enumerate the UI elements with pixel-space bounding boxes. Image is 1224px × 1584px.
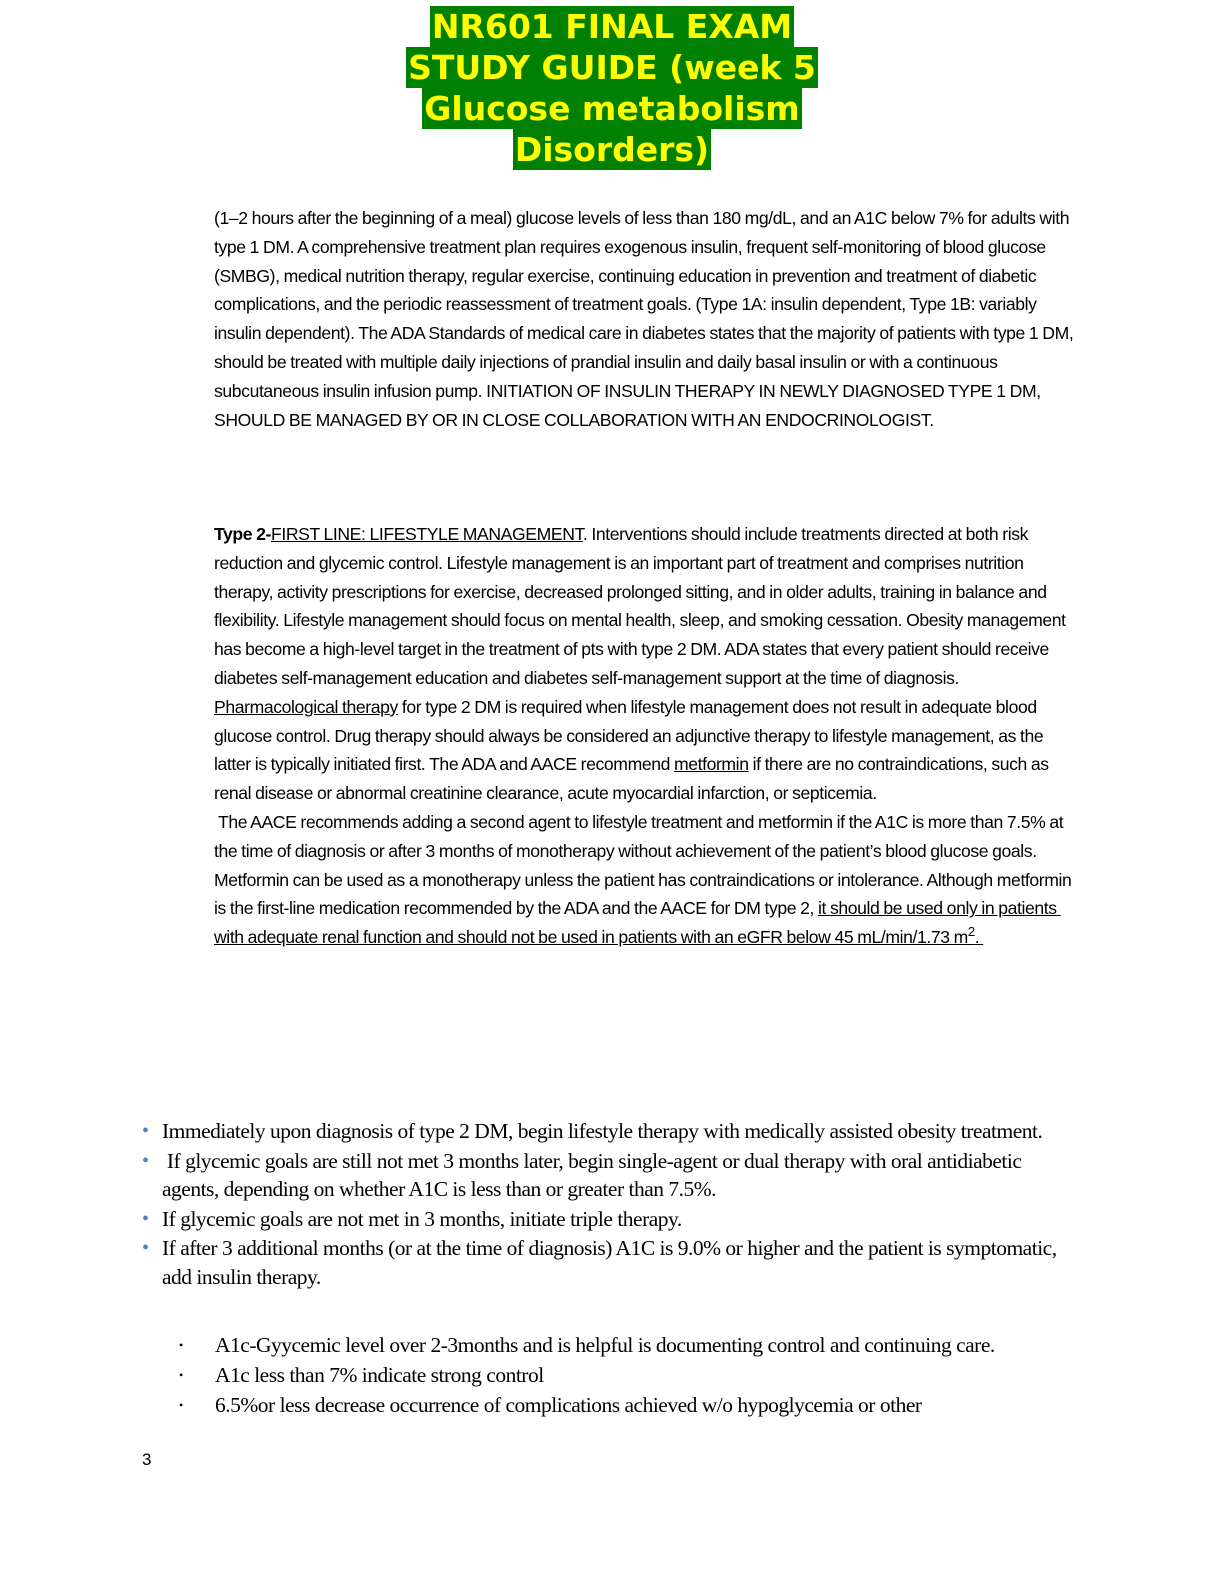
list-item-text: If glycemic goals are still not met 3 months later, begin single-agent or dual therapy with oral antidiabetic agents, depending on whether A1C is less than or greater than 7.5%.	[162, 1148, 1027, 1201]
bullet-dot-icon: •	[142, 1207, 149, 1230]
title-line-4: Disorders)	[514, 130, 710, 169]
list-item-text: A1c less than 7% indicate strong control	[215, 1363, 544, 1387]
type2-lifestyle-paragraph	[214, 520, 1074, 693]
list-item-text: A1c-Gyycemic level over 2-3months and is helpful is documenting control and continuing care.	[215, 1333, 995, 1357]
type2-label: Type 2-	[214, 524, 271, 544]
document-title	[0, 6, 1224, 170]
bullet-dot-icon: •	[179, 1368, 183, 1382]
title-line-1: NR601 FINAL EXAM	[431, 7, 793, 46]
title-line-2: STUDY GUIDE (week 5	[408, 48, 816, 87]
bullet-dot-icon: •	[142, 1149, 149, 1172]
bullet-dot-icon: •	[179, 1398, 183, 1412]
pharm-heading: Pharmacological therapy	[214, 696, 398, 717]
page-number: 3	[142, 1450, 152, 1469]
stepwise-therapy-list	[140, 1117, 1070, 1292]
bullet-dot-icon: •	[142, 1237, 149, 1259]
aace-recommendation-paragraph	[214, 808, 1074, 952]
list-item	[140, 1234, 1070, 1291]
superscript-2: 2	[967, 924, 975, 940]
egfr-warning-end: .	[974, 927, 984, 948]
list-item	[170, 1334, 1070, 1357]
list-item	[170, 1394, 1070, 1417]
type2-intro-text: . Interventions should include treatments directed at both risk reduction and glycemic control. Lifestyle management is an important part of treatment and comprises nutrition therapy, activity prescriptions for exercise, decreased prolonged sitting, and in older adults, training in balance and flexibility. Lifestyle management should focus on mental health, sleep, and smoking cessation. Obesity management has become a high-level target in the treatment of pts with type 2 DM. ADA states that every patient should receive diabetes self-management education and diabetes self-management support at the time of diagnosis.	[214, 524, 1066, 688]
list-item-text: If glycemic goals are not met in 3 months, initiate triple therapy.	[162, 1206, 682, 1231]
pharmacological-therapy-paragraph	[214, 693, 1074, 808]
bullet-dot-icon: •	[142, 1120, 149, 1142]
list-item	[140, 1147, 1070, 1204]
type1-treatment-paragraph: (1–2 hours after the beginning of a meal) glucose levels of less than 180 mg/dL, and an A1C below 7% for adults with type 1 DM. A comprehensive treatment plan requires exogenous insulin, frequent self-monitoring of blood glucose (SMBG), medical nutrition therapy, regular exercise, continuing education in prevention and treatment of diabetic complications, and the periodic reassessment of treatment goals. (Type 1A: insulin dependent, Type 1B: variably insulin dependent). The ADA Standards of medical care in diabetes states that the majority of patients with type 1 DM, should be treated with multiple daily injections of prandial insulin and daily basal insulin or with a continuous subcutaneous insulin infusion pump. INITIATION OF INSULIN THERAPY IN NEWLY DIAGNOSED TYPE 1 DM, SHOULD BE MANAGED BY OR IN CLOSE COLLABORATION WITH AN ENDOCRINOLOGIST.	[214, 208, 1074, 430]
pharm-text-b: if there are no contraindications, such as renal disease or abnormal creatinine clearance, acute myocardial infarction, or septicemia.	[214, 754, 1049, 804]
list-item	[170, 1364, 1070, 1387]
type2-heading: FIRST LINE: LIFESTYLE MANAGEMENT	[271, 524, 583, 544]
type2-section	[214, 520, 1074, 952]
list-item-text: If after 3 additional months (or at the time of diagnosis) A1C is 9.0% or higher and the patient is symptomatic, add insulin therapy.	[162, 1236, 1057, 1289]
pharm-text-a: for type 2 DM is required when lifestyle management does not result in adequate blood glucose control. Drug therapy should always be considered an adjunctive therapy to lifestyle management, as the latter is typically initiated first. The ADA and AACE recommend	[214, 696, 1044, 775]
list-item-text: Immediately upon diagnosis of type 2 DM, begin lifestyle therapy with medically assisted obesity treatment.	[162, 1119, 1043, 1143]
a1c-notes-list	[170, 1334, 1070, 1424]
egfr-warning-text: it should be used only in patients with adequate renal function and should not be used in patients with an eGFR below 45 mL/min/1.73 m	[214, 898, 1061, 948]
list-item	[140, 1117, 1070, 1146]
list-item	[140, 1205, 1070, 1234]
list-item-text: 6.5%or less decrease occurrence of complications achieved w/o hypoglycemia or other	[215, 1393, 922, 1417]
aace-text: The AACE recommends adding a second agent to lifestyle treatment and metformin if the A1C is more than 7.5% at the time of diagnosis or after 3 months of monotherapy without achievement of the patient’s blood glucose goals. Metformin can be used as a monotherapy unless the patient has contraindications or intolerance. Although metformin is the first-line medication recommended by the ADA and the AACE for DM type 2,	[214, 811, 1076, 919]
bullet-dot-icon: •	[179, 1338, 183, 1352]
metformin-term: metformin	[673, 754, 749, 775]
title-line-3: Glucose metabolism	[424, 89, 800, 128]
